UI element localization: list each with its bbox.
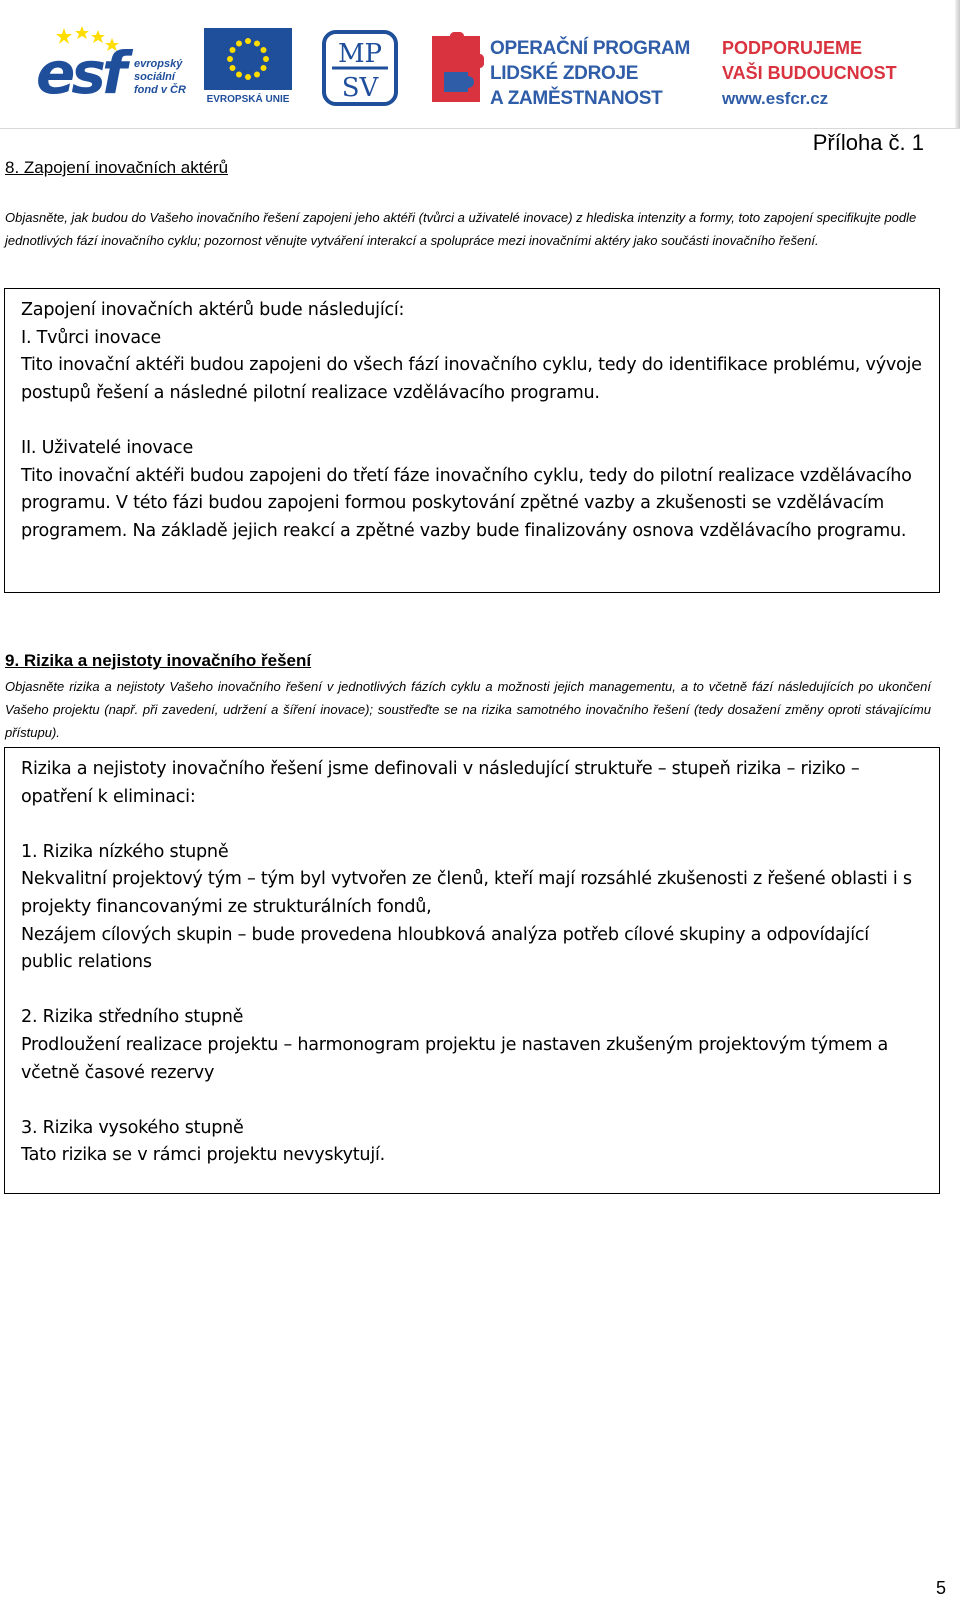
- section8-title: 8. Zapojení inovačních aktérů: [5, 158, 229, 177]
- eu-caption: EVROPSKÁ UNIE: [206, 94, 290, 105]
- esf-caption-line3: fond v ČR: [134, 84, 186, 96]
- op-line2: LIDSKÉ ZDROJE: [490, 63, 639, 84]
- slogan-line1: PODPORUJEME: [722, 38, 863, 58]
- esf-caption: [134, 58, 186, 97]
- risk-low-heading: 1. Rizika nízkého stupně: [21, 841, 229, 862]
- risk-mid-heading: 2. Rizika středního stupně: [21, 1007, 244, 1028]
- section8-part1-heading: I. Tvůrci inovace: [21, 327, 161, 348]
- esf-caption-line2: sociální: [134, 71, 175, 83]
- section9-instructions: Objasněte rizika a nejistoty Vašeho inovačního řešení v jednotlivých fázích cyklu a možnosti jejich managementu, a to včetně fází následujících po ukončení Vašeho projektu (např. při zavedení, udržení a šíření inovace); soustřeďte se na rizika samotného inovačního řešení (tedy dosažení změny oproti stávajícímu přístupu).: [5, 679, 931, 740]
- esf-caption-line1: evropský: [134, 58, 183, 70]
- risk-high-heading: 3. Rizika vysokého stupně: [21, 1117, 244, 1138]
- header-logo-bar: [0, 0, 960, 129]
- op-line1: OPERAČNÍ PROGRAM: [490, 38, 690, 59]
- mpsv-emblem-icon: [322, 30, 398, 106]
- mpsv-logo: [322, 30, 398, 106]
- mpsv-top-text: MP: [337, 39, 383, 69]
- mpsv-bottom-text: SV: [341, 73, 379, 103]
- section9-intro: Rizika a nejistoty inovačního řešení jsme definovali v následující struktuře – stupeň rizika – riziko – opatření k eliminaci:: [21, 759, 860, 807]
- op-lzz-text: [490, 36, 690, 111]
- section8-answer-box: [4, 288, 940, 593]
- risk-low-item2: Nezájem cílových skupin – bude provedena hloubková analýza potřeb cílové skupiny a odpovídající public relations: [21, 924, 869, 973]
- slogan-line2: VAŠI BUDOUCNOST: [722, 63, 897, 83]
- eu-flag-icon: [204, 28, 292, 90]
- section8-part2-heading: II. Uživatelé inovace: [21, 437, 194, 458]
- risk-low-item1: Nekvalitní projektový tým – tým byl vytvořen ze členů, kteří mají rozsáhlé zkušenosti z řešené oblasti i s projekty financovanými ze strukturálních fondů,: [21, 869, 912, 917]
- risk-mid-item1: Prodloužení realizace projektu – harmonogram projektu je nastaven zkušeným projektovým týmem a včetně časové rezervy: [21, 1034, 889, 1083]
- esfcr-url: www.esfcr.cz: [722, 89, 829, 108]
- puzzle-piece-icon: [428, 32, 484, 106]
- section8-instructions: Objasněte, jak budou do Vašeho inovačního řešení zapojeni jeho aktéři (tvůrci a uživatelé inovace) z hlediska intenzity a formy, toto zapojení specifikujte podle jednotlivých fází inovačního cyklu; pozornost věnujte vytváření interakcí a spolupráce mezi inovačními aktéry jako součásti inovačního řešení.: [5, 210, 917, 248]
- page-number: 5: [935, 1578, 946, 1598]
- risk-high-item1: Tato rizika se v rámci projektu nevyskytují.: [21, 1145, 385, 1166]
- section8-intro: Zapojení inovačních aktérů bude následující:: [21, 300, 405, 320]
- op-line3: A ZAMĚSTNANOST: [490, 88, 663, 109]
- esfcr-slogan: [722, 36, 897, 111]
- esf-letters: esf: [36, 39, 124, 107]
- attachment-label: Příloha č. 1: [812, 130, 924, 155]
- op-lzz-logo: [428, 28, 708, 112]
- section9-title: 9. Rizika a nejistoty inovačního řešení: [5, 651, 312, 670]
- eu-logo: [200, 28, 296, 112]
- esf-logo: [34, 24, 194, 108]
- section8-part2-text: Tito inovační aktéři budou zapojeni do třetí fáze inovačního cyklu, tedy do pilotní realizace vzdělávacího programu. V této fázi budou zapojeni formou poskytování zpětné vazby a zkušenosti se vzdělávacím programem. Na základě jejich reakcí a zpětné vazby bude finalizovány osnova vzdělávacího programu.: [21, 465, 912, 541]
- section9-answer-box: [4, 747, 940, 1194]
- section8-part1-text: Tito inovační aktéři budou zapojeni do všech fází inovačního cyklu, tedy do identifikace problému, vývoje postupů řešení a následné pilotní realizace vzdělávacího programu.: [21, 355, 922, 403]
